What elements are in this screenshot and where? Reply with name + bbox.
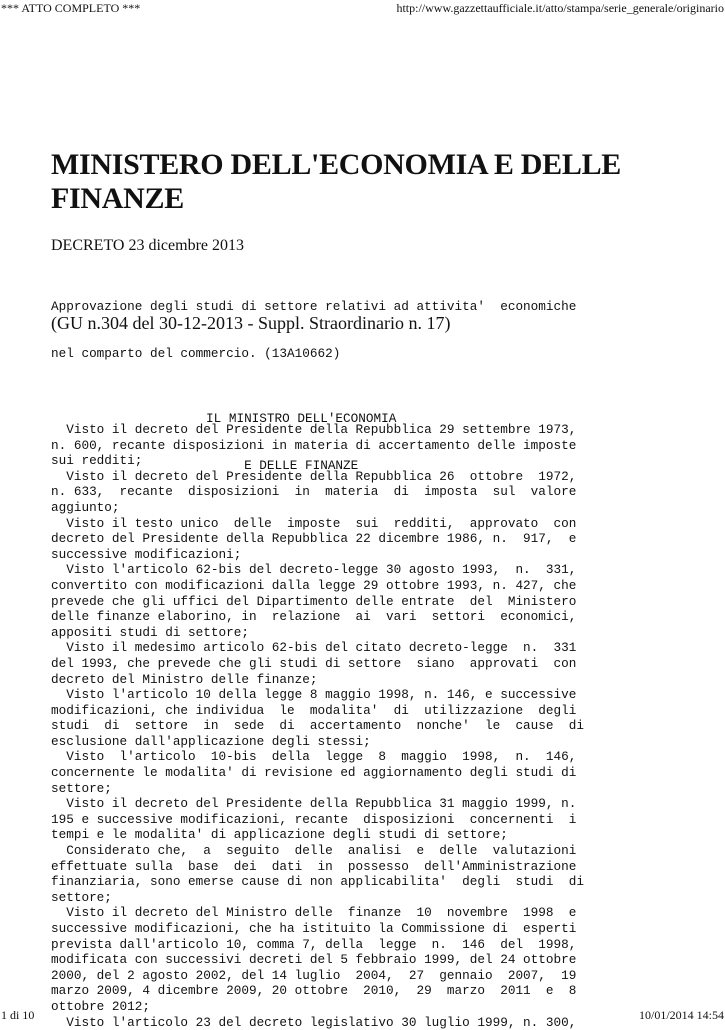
body-line: convertito con modificazioni dalla legge 29 ottobre 1993, n. 427, che	[51, 577, 577, 593]
body-line: Visto l'articolo 62-bis del decreto-legge 30 agosto 1993, n. 331,	[51, 562, 577, 578]
body-line: Visto l'articolo 10-bis della legge 8 maggio 1998, n. 146,	[51, 749, 577, 765]
body-line: esclusione dall'applicazione degli stessi;	[51, 733, 371, 749]
body-line: successive modificazioni, che ha istituito la Commissione di esperti	[51, 921, 577, 936]
body-line: marzo 2009, 4 dicembre 2009, 20 ottobre 2010, 29 marzo 2011 e 8	[51, 983, 577, 999]
body-line: Visto l'articolo 23 del decreto legislativo 30 luglio 1999, n. 300,	[51, 1014, 577, 1030]
body-line: Visto il decreto del Presidente della Repubblica 31 maggio 1999, n.	[51, 796, 577, 812]
ministry-title-line-1: MINISTERO DELL'ECONOMIA E DELLE	[51, 148, 621, 181]
body-line: concernente le modalita' di revisione ed aggiornamento degli studi di	[51, 765, 577, 781]
body-line: effettuate sulla base dei dati in possesso dell'Amministrazione	[51, 858, 577, 874]
print-header-url[interactable]: http://www.gazzettaufficiale.it/atto/stampa/serie_generale/originario	[396, 1, 724, 15]
body-line: delle finanze elaborino, in relazione ai vari settori economici,	[51, 609, 577, 625]
body-line: Visto il decreto del Presidente della Repubblica 26 ottobre 1972,	[51, 468, 577, 484]
body-line: Visto il decreto del Ministro delle finanze 10 novembre 1998 e	[51, 905, 577, 921]
body-line: settore;	[51, 889, 112, 905]
body-line: 195 e successive modificazioni, recante disposizioni concernenti i	[51, 811, 577, 827]
body-line: tempi e le modalita' di applicazione degli studi di settore;	[51, 827, 508, 843]
body-line: successive modificazioni;	[51, 546, 242, 562]
page-counter: 1 di 10	[1, 1008, 35, 1022]
body-line: decreto del Presidente della Repubblica 22 dicembre 1986, n. 917, e	[51, 531, 577, 547]
body-line: n. 600, recante disposizioni in materia di accertamento delle imposte	[51, 437, 577, 453]
body-line: Visto il testo unico delle imposte sui redditi, approvato con	[51, 515, 577, 531]
body-line: Considerato che, a seguito delle analisi e delle valutazioni	[51, 843, 577, 859]
body-line: n. 633, recante disposizioni in materia di imposta sul valore	[51, 484, 577, 500]
authority-line: IL MINISTRO DELL'ECONOMIA	[206, 411, 397, 427]
body-line: finanziaria, sono emerse cause di non applicabilita' degli studi di	[51, 874, 584, 890]
authority-line: E DELLE FINANZE	[206, 457, 359, 473]
body-line: Visto il decreto del Presidente della Repubblica 29 settembre 1973,	[51, 422, 577, 437]
body-line: Visto l'articolo 10 della legge 8 maggio 1998, n. 146, e successive	[51, 687, 577, 703]
body-line: Visto il medesimo articolo 62-bis del citato decreto-legge n. 331	[51, 640, 577, 656]
print-header-label: *** ATTO COMPLETO ***	[1, 1, 141, 15]
body-line: sui redditi;	[51, 453, 143, 469]
body-line: ottobre 2012;	[51, 998, 150, 1014]
body-line: prevista dall'articolo 10, comma 7, della legge n. 146 del 1998,	[51, 936, 577, 952]
decree-date: DECRETO 23 dicembre 2013	[51, 237, 245, 254]
body-line: aggiunto;	[51, 499, 120, 515]
gazette-reference: (GU n.304 del 30-12-2013 - Suppl. Straordinario n. 17)	[51, 313, 451, 333]
decree-body	[51, 422, 584, 1030]
body-line: del 1993, che prevede che gli studi di settore siano approvati con	[51, 655, 577, 671]
subtitle-line: Approvazione degli studi di settore relativi ad attivita' economiche	[51, 299, 577, 315]
print-timestamp: 10/01/2014 14:54	[638, 1008, 724, 1022]
body-line: settore;	[51, 780, 112, 796]
body-line: modificata con successivi decreti del 5 febbraio 1999, del 24 ottobre	[51, 952, 577, 968]
body-line: studi di settore in sede di accertamento nonche' le cause di	[51, 718, 584, 734]
body-line: appositi studi di settore;	[51, 624, 249, 640]
ministry-title	[51, 148, 691, 216]
body-line: decreto del Ministro delle finanze;	[51, 671, 318, 687]
body-line: modificazioni, che individua le modalita' di utilizzazione degli	[51, 702, 577, 718]
subtitle-line: nel comparto del commercio. (13A10662)	[51, 345, 341, 361]
ministry-title-line-2: FINANZE	[51, 182, 184, 215]
body-line: prevede che gli uffici del Dipartimento delle entrate del Ministero	[51, 593, 577, 609]
body-line: 2000, del 2 agosto 2002, del 14 luglio 2004, 27 gennaio 2007, 19	[51, 967, 577, 983]
